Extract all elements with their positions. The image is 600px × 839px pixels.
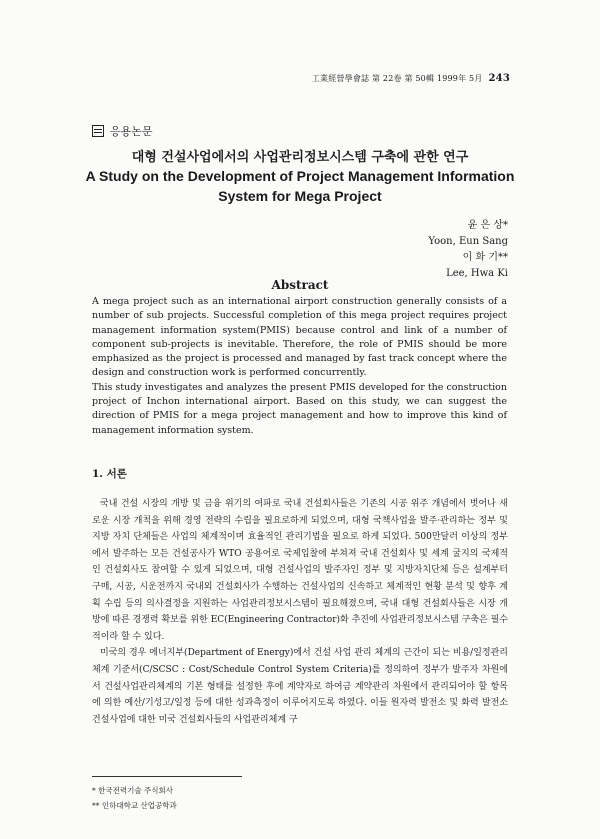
abstract-paragraph: This study investigates and analyzes the present PMIS developed for the construction project of Inchon international airport. Based on this study, we can suggest the direction of PMIS for a mega project management and how to improve this kind of management information system. [92,381,507,436]
grid-box-icon [92,125,104,137]
journal-info: 工業經營學會誌 第 22卷 第 50輯 1999年 5月 [311,74,483,83]
footnote-2: ** 인하대학교 산업공학과 [92,801,177,810]
section-label [92,123,153,139]
section-1-body [92,496,508,728]
section-1-heading: 1. 서론 [92,468,127,480]
author-1-english: Yoon, Eun Sang [428,236,508,247]
title-english: A Study on the Development of Project Management Information System for Mega Project [85,168,515,204]
author-2-english: Lee, Hwa Ki [446,268,508,279]
body-paragraph: 국내 건설 시장의 개방 및 금융 위기의 여파로 국내 건설회사들은 기존의 시공 위주 개념에서 벗어나 새로운 시장 개척을 위해 경영 전략의 수립을 필요로하게 되었으며, 대형 국책사업을 발주·관리하는 정부 및 지방 자치 단체들은 사업의 체계적이며 효율적인 관리기법을 필요로 하게 되었다. 500만달러 이상의 정부에서 발주하는 모든 건설공사가 WTO 공용어로 국제입찰에 부쳐져 국내 건설회사 및 세계 굴지의 국제적인 건설회사도 참여할 수 있게 되었으며, 대형 건설사업의 발주자인 정부 및 지방자치단체 등은 설계부터 구매, 시공, 시운전까지 국내외 건설회사가 수행하는 건설사업의 신속하고 체계적인 현황 분석 및 향후 계획 수립 등의 의사결정을 지원하는 사업관리정보시스템이 필요해졌으며, 국내 대형 건설회사들은 시장 개방에 따른 경쟁력 확보를 위한 EC(Engineering Contractor)화 추진에 사업관리정보시스템 구축은 필수적이라 할 수 있다. [92,499,508,642]
author-1-korean: 윤 은 상* [467,220,508,231]
footnotes [92,783,177,813]
section-label-text: 응용논문 [110,125,153,138]
footnote-divider [92,776,242,777]
abstract-paragraph: A mega project such as an international airport construction generally consists of a number of sub projects. Successful completion of this mega project requires project management information system(PMIS) because control and link of a number of component sub-projects is inevitable. Therefore, the role of PMIS should be more emphasized as the project is processed and managed by fast track concept where the design and construction work is performed concurrently. [92,296,507,379]
title-korean: 대형 건설사업에서의 사업관리정보시스템 구축에 관한 연구 [131,150,469,165]
abstract-heading: Abstract [271,278,329,292]
running-head [312,73,510,84]
body-paragraph: 미국의 경우 에너지부(Department of Energy)에서 건설 사업 관리 체계의 근간이 되는 비용/일정관리체계 기준서(C/SCSC : Cost/Schedule Control System Criteria)를 정의하여 정부가 발주자 차원에서 건설사업관리체계의 기본 형태를 설정한 후에 계약자로 하여금 계약관리 차원에서 관리되어야 할 항목에 의한 예산/기성고/일정 등에 대한 성과측정이 이루어지도록 하였다. 이들 원자력 발전소 및 화력 발전소 건설사업에 대한 미국 건설회사들의 사업관리체계 구 [92,648,508,725]
authors-block [428,218,508,282]
footnote-1: * 한국전력기술 주식회사 [92,786,173,795]
author-2-korean: 이 화 기** [462,252,508,263]
abstract-body [92,295,507,438]
page-number: 243 [488,73,510,84]
